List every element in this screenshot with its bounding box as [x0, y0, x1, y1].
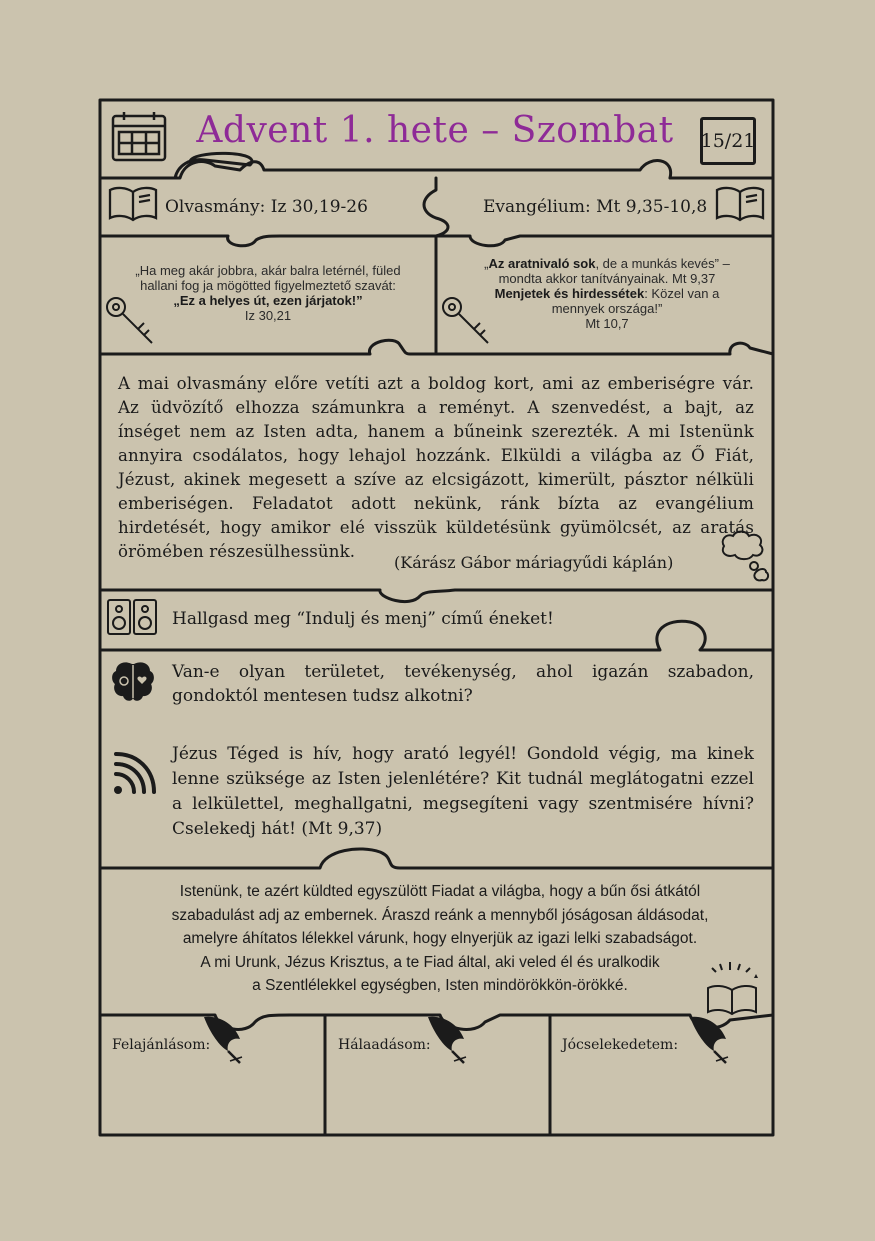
quill-icon [200, 1013, 246, 1065]
quote-right-ref: Mt 10,7 [585, 316, 629, 331]
offering-label: Felajánlásom: [112, 1037, 211, 1053]
question-2: Jézus Téged is hív, hogy arató legyél! Gondold végig, ma kinek lenne szüksége az Isten jelenlétére? Kit tudnál meglátogatni ezzel a lelkülettel, meghallgatni, megsegíteni vagy szentmisére hívni? Cselekedj hát! (Mt 9,37) [172, 744, 754, 839]
page-title: Advent 1. hete – Szombat [196, 110, 674, 151]
first-reading-label: Olvasmány: Iz 30,19-26 [165, 197, 368, 217]
thanks-label: Hálaadásom: [338, 1037, 431, 1053]
question-1: Van-e olyan területet, tevékenység, ahol igazán szabadon, gondoktól mentesen tudsz alkotni? [172, 662, 754, 706]
quote-right-bold2: Menjetek és hirdessétek [494, 286, 645, 301]
thought-bubble-icon [716, 528, 772, 584]
prayer-line: a Szentlélekkel egységben, Isten mindörökkön-örökké. [252, 977, 628, 994]
prayer-line: szabadulást adj az embernek. Áraszd reánk a mennyből jóságosan áldásodat, [171, 906, 709, 924]
quote-left [118, 263, 418, 323]
quote-right-text3: : Közel van a [644, 286, 720, 301]
signal-icon [112, 752, 156, 796]
quote-right-prefix: „ [484, 256, 489, 271]
quote-left-bold: „Ez a helyes út, ezen járjatok!” [173, 293, 363, 308]
date-badge: 15/21 [700, 117, 756, 165]
quote-right-bold1: Az aratnivaló sok [488, 256, 596, 271]
open-book-sparkle-icon [704, 958, 760, 1016]
speaker-icon [106, 598, 158, 636]
quote-right-text1: , de a munkás kevés” – [595, 256, 730, 271]
quote-left-line1: „Ha meg akár jobbra, akár balra letérnél, füled [135, 263, 401, 278]
listen-text: Hallgasd meg “Indulj és menj” című éneket! [172, 609, 554, 629]
quote-right-line4: mennyek országa!” [551, 301, 663, 316]
gospel-label: Evangélium: Mt 9,35-10,8 [483, 197, 708, 217]
prayer-text [120, 880, 760, 998]
reflection-text: A mai olvasmány előre vetíti azt a boldog kort, ami az emberiségre vár. Az üdvözítő elhozza számunkra a reményt. A szenvedést, a bajt, az ínséget nem az Isten adta, hanem a bűneink szerezték. A mi Istenünk annyira csodálatos, hogy lehajol hozzánk. Elküldi a világba az Ő Fiát, Jézust, akinek megesett a szíve az elcsigázott, kimerült, pásztor nélküli emberiségen. Feladatot adott nekünk, ránk bízta az evangélium hirdetését, hogy amikor elé visszük küldetésünk gyümölcsét, az aratás örömében részesülhessünk. [118, 374, 754, 561]
calendar-icon [110, 110, 168, 162]
brain-icon [110, 660, 156, 704]
quote-right-line2: mondta akkor tanítványainak. Mt 9,37 [498, 271, 716, 286]
prayer-line: A mi Urunk, Jézus Krisztus, a te Fiad által, aki veled él és uralkodik [200, 953, 660, 971]
open-book-icon [106, 184, 160, 224]
prayer-line: amelyre áhítatos lélekkel várunk, hogy elnyerjük az igazi lelki szabadságot. [182, 930, 698, 947]
quote-left-ref: Iz 30,21 [244, 308, 292, 323]
quote-right [462, 256, 752, 331]
quote-left-line2: hallani fog ja mögötted figyelmeztető szavát: [140, 278, 396, 293]
quill-icon [686, 1013, 732, 1065]
prayer-line: Istenünk, te azért küldted egyszülött Fiadat a világba, hogy a bűn ősi átkától [179, 883, 701, 900]
quill-icon [424, 1013, 470, 1065]
good-deed-label: Jócselekedetem: [562, 1037, 679, 1053]
reflection-signature: (Kárász Gábor máriagyűdi káplán) [394, 553, 674, 572]
open-book-icon [713, 184, 767, 224]
